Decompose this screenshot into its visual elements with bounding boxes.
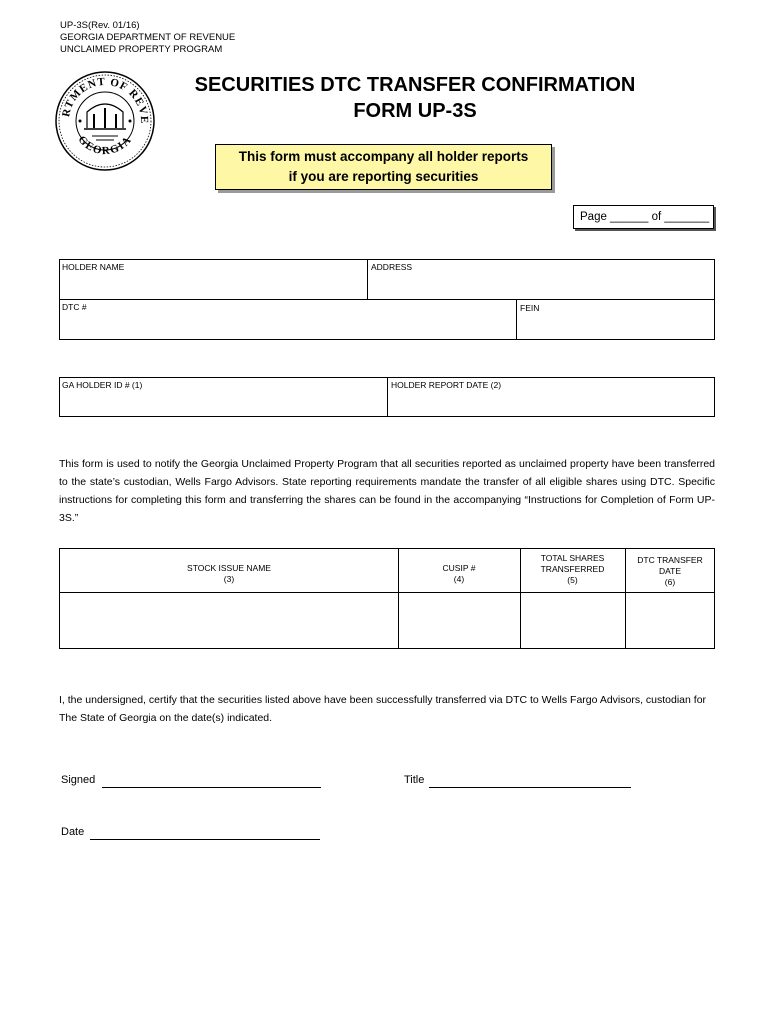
holder-report-date-field[interactable]: HOLDER REPORT DATE (2) [391,380,502,390]
holder-box-vdivider-1 [367,260,368,299]
total-shares-cell[interactable] [522,594,624,648]
col-header-total-shares: TOTAL SHARES TRANSFERRED (5) [540,553,605,585]
instructions-paragraph: This form is used to notify the Georgia Unclaimed Property Program that all securities reported as unclaimed property have been transferred to the state’s custodian, Wells Fargo Advisors. State reporting requirements mandate the transfer of all eligible shares using DTC. Specific instructions for completing this form and transferring the shares can be found in the accompanying “Instructions for Completion of Form UP-3S.” [59,458,715,524]
dtc-date-cell[interactable] [627,594,714,648]
program-name: UNCLAIMED PROPERTY PROGRAM [60,44,223,55]
date-line[interactable] [90,839,320,840]
form-header [60,20,235,56]
ga-holder-id-field[interactable]: GA HOLDER ID # (1) [62,380,143,390]
col-header-dtc-date: DTC TRANSFER DATE (6) [637,555,703,587]
fein-field[interactable]: FEIN [520,303,540,313]
form-revision: UP-3S(Rev. 01/16) [60,20,140,31]
table-header-divider [60,592,714,593]
signed-label: Signed [61,774,96,786]
form-title-line1: SECURITIES DTC TRANSFER CONFIRMATION [194,74,636,96]
stock-issue-cell[interactable] [61,594,397,648]
notice-line1: This form must accompany all holder reports [238,149,529,164]
notice-box [215,144,552,190]
id-box-divider [387,378,388,416]
svg-text:GEORGIA: GEORGIA [75,133,135,158]
certification-text: I, the undersigned, certify that the securities listed above have been successfully transferred via DTC to Wells Fargo Advisors, custodian for The State of Georgia on the date(s) indicated. [59,694,707,724]
col-header-stock-issue: STOCK ISSUE NAME (3) [187,563,271,584]
title-line[interactable] [429,787,631,788]
department-name: GEORGIA DEPARTMENT OF REVENUE [60,32,236,43]
holder-id-box [59,377,715,417]
col-header-cusip: CUSIP # (4) [442,563,476,584]
securities-table [59,548,715,649]
holder-box-divider [60,299,714,300]
title-label: Title [404,774,425,786]
holder-box-vdivider-2 [516,299,517,340]
notice-line2: if you are reporting securities [288,169,479,184]
department-seal [54,70,156,172]
form-title [160,72,670,124]
date-label: Date [61,826,85,838]
dtc-field[interactable]: DTC # [62,302,87,312]
page-number-field[interactable]: Page ______ of _______ [573,205,714,229]
address-field[interactable]: ADDRESS [371,262,413,272]
holder-info-box [59,259,715,340]
cusip-cell[interactable] [400,594,519,648]
svg-text:DEPARTMENT OF REVENUE: RTMENT OF REVE [60,75,151,125]
form-title-line2: FORM UP-3S [353,100,477,122]
signed-line[interactable] [102,787,321,788]
holder-name-field[interactable]: HOLDER NAME [62,262,125,272]
